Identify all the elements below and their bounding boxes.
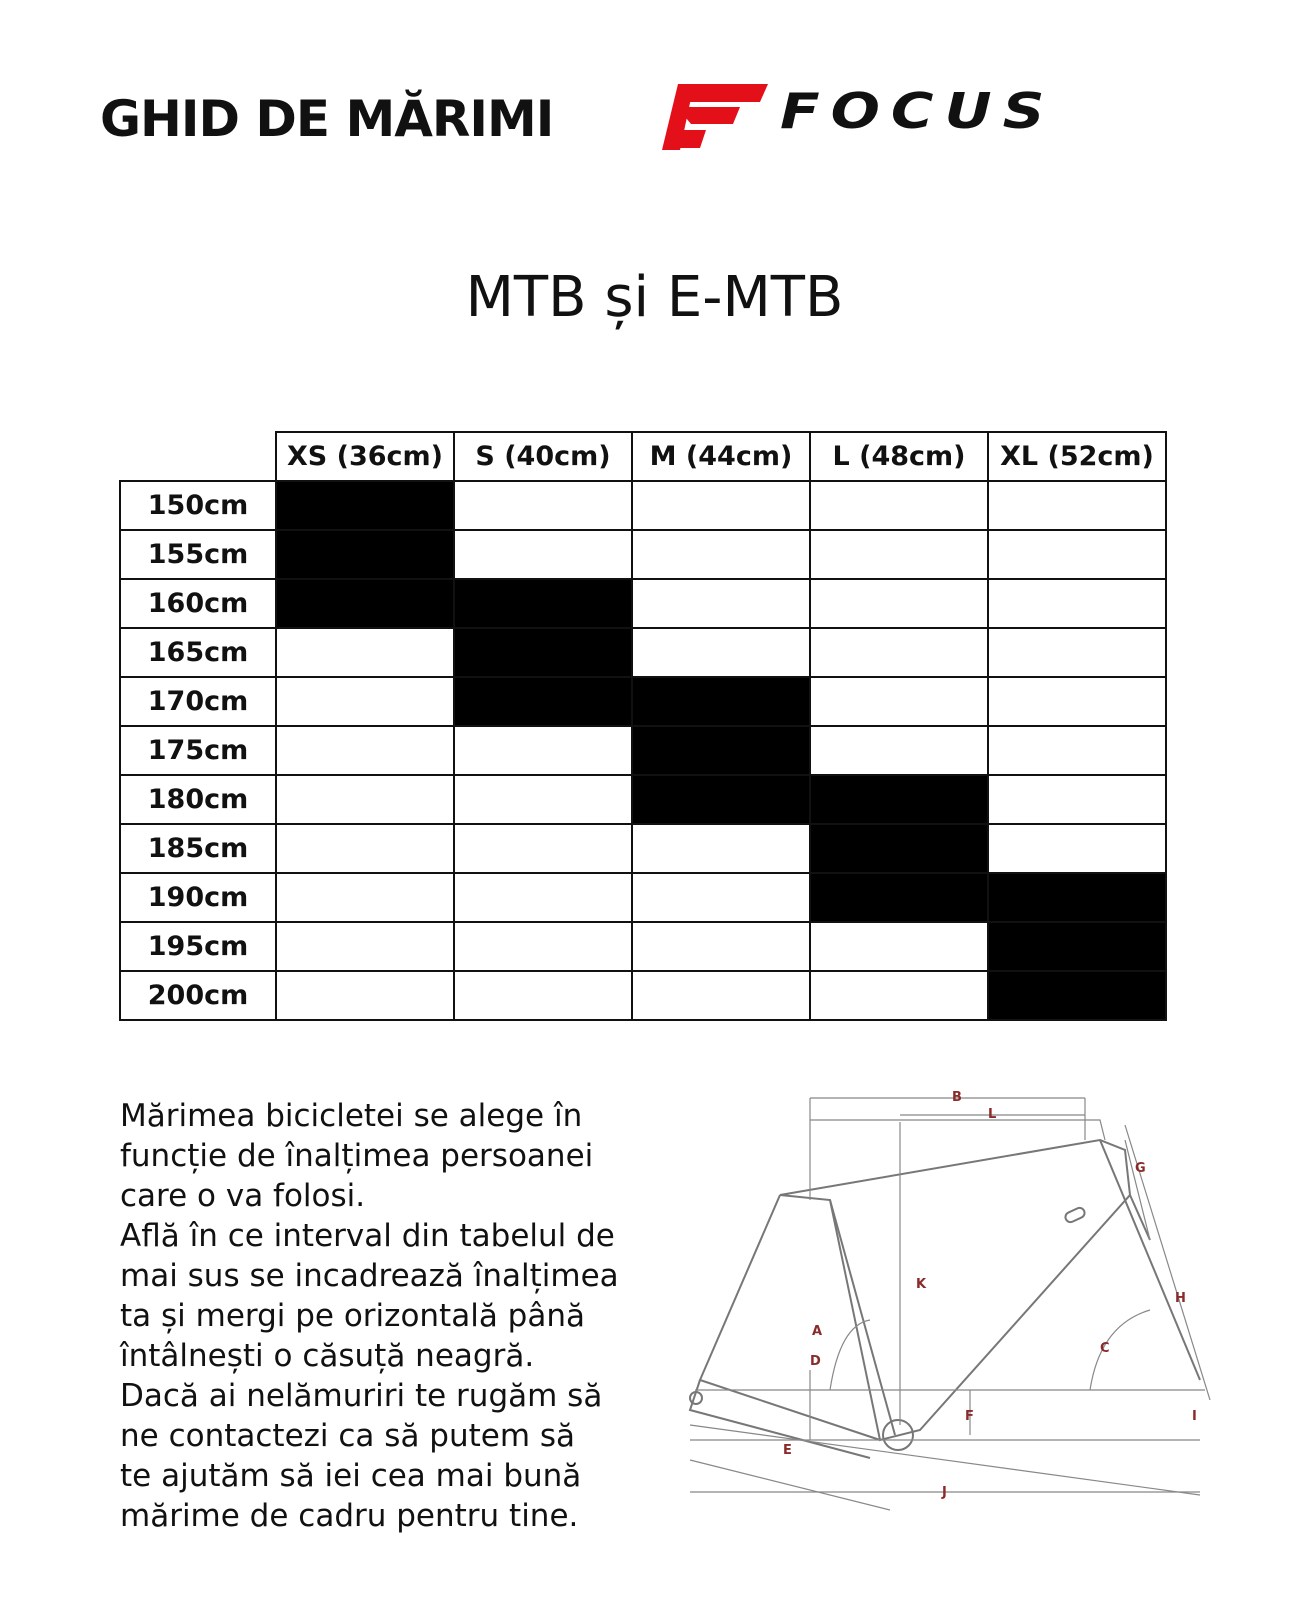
- size-cell-empty: [632, 873, 810, 922]
- bike-frame-icon: [680, 1080, 1270, 1540]
- size-cell-empty: [810, 922, 988, 971]
- size-cell-empty: [276, 677, 454, 726]
- label-h: H: [1175, 1291, 1186, 1306]
- rider-height-label: 150cm: [120, 481, 276, 530]
- brand-logo: [660, 82, 1220, 162]
- explanation-line: ne contactezi ca să putem să: [120, 1418, 576, 1454]
- label-e: E: [783, 1443, 792, 1458]
- size-cell-recommended: [810, 873, 988, 922]
- label-j: J: [942, 1485, 947, 1500]
- size-cell-empty: [276, 873, 454, 922]
- size-cell-recommended: [632, 726, 810, 775]
- size-cell-empty: [454, 481, 632, 530]
- size-cell-empty: [632, 530, 810, 579]
- size-cell-empty: [276, 922, 454, 971]
- size-cell-empty: [454, 530, 632, 579]
- size-cell-empty: [454, 922, 632, 971]
- explanation-line: mărime de cadru pentru tine.: [120, 1498, 579, 1534]
- size-cell-empty: [632, 628, 810, 677]
- size-table-row: [120, 824, 1166, 873]
- explanation-line: întâlnești o căsuță neagră.: [120, 1338, 535, 1374]
- frame-geometry-diagram: [680, 1080, 1270, 1540]
- size-cell-recommended: [276, 530, 454, 579]
- size-cell-empty: [988, 579, 1166, 628]
- size-table-header-row: [120, 432, 1166, 481]
- size-cell-recommended: [276, 481, 454, 530]
- size-cell-empty: [810, 677, 988, 726]
- explanation-line: te ajutăm să iei cea mai bună: [120, 1458, 582, 1494]
- size-cell-empty: [454, 775, 632, 824]
- column-header-m: M (44cm): [632, 432, 810, 481]
- explanation-line: Află în ce interval din tabelul de: [120, 1218, 615, 1254]
- size-table-row: [120, 971, 1166, 1020]
- size-cell-empty: [632, 481, 810, 530]
- guide-title: GHID DE MĂRIMI: [100, 90, 554, 148]
- label-b: B: [952, 1090, 962, 1105]
- size-table-row: [120, 481, 1166, 530]
- size-cell-empty: [276, 726, 454, 775]
- size-table-row: [120, 922, 1166, 971]
- label-k: K: [916, 1277, 927, 1292]
- rider-height-label: 185cm: [120, 824, 276, 873]
- size-table-row: [120, 530, 1166, 579]
- rider-height-label: 160cm: [120, 579, 276, 628]
- rider-height-label: 190cm: [120, 873, 276, 922]
- explanation-line: Mărimea bicicletei se alege în: [120, 1098, 583, 1134]
- label-c: C: [1100, 1341, 1110, 1356]
- size-cell-recommended: [810, 824, 988, 873]
- size-cell-recommended: [810, 775, 988, 824]
- size-cell-empty: [276, 824, 454, 873]
- size-cell-empty: [810, 628, 988, 677]
- rider-height-label: 175cm: [120, 726, 276, 775]
- explanation-line: mai sus se incadrează înalțimea: [120, 1258, 619, 1294]
- size-cell-recommended: [454, 677, 632, 726]
- column-header-xs: XS (36cm): [276, 432, 454, 481]
- size-cell-empty: [810, 481, 988, 530]
- size-cell-empty: [810, 726, 988, 775]
- size-cell-empty: [276, 971, 454, 1020]
- column-header-l: L (48cm): [810, 432, 988, 481]
- size-cell-empty: [276, 775, 454, 824]
- size-table-row: [120, 775, 1166, 824]
- size-cell-empty: [988, 775, 1166, 824]
- explanation-line: funcție de înalțimea persoanei: [120, 1138, 594, 1174]
- size-cell-empty: [454, 726, 632, 775]
- size-table-row: [120, 726, 1166, 775]
- column-header-xl: XL (52cm): [988, 432, 1166, 481]
- brand-name: FOCUS: [780, 82, 1056, 140]
- label-i: I: [1192, 1409, 1197, 1424]
- size-cell-recommended: [454, 628, 632, 677]
- size-cell-recommended: [632, 775, 810, 824]
- size-cell-empty: [810, 530, 988, 579]
- size-cell-empty: [632, 971, 810, 1020]
- size-table: [119, 431, 1167, 1021]
- size-cell-empty: [454, 824, 632, 873]
- size-cell-empty: [454, 971, 632, 1020]
- size-table-row: [120, 873, 1166, 922]
- label-g: G: [1135, 1161, 1146, 1176]
- label-f: F: [965, 1409, 974, 1424]
- size-cell-empty: [988, 726, 1166, 775]
- size-cell-empty: [988, 677, 1166, 726]
- size-cell-empty: [988, 824, 1166, 873]
- size-cell-recommended: [988, 971, 1166, 1020]
- explanation-line: care o va folosi.: [120, 1178, 366, 1214]
- size-cell-empty: [454, 873, 632, 922]
- rider-height-label: 180cm: [120, 775, 276, 824]
- rider-height-label: 165cm: [120, 628, 276, 677]
- size-cell-empty: [988, 628, 1166, 677]
- size-table-corner: [120, 432, 276, 481]
- size-cell-empty: [632, 922, 810, 971]
- rider-height-label: 195cm: [120, 922, 276, 971]
- label-a: A: [812, 1324, 823, 1339]
- size-cell-recommended: [454, 579, 632, 628]
- size-cell-empty: [276, 628, 454, 677]
- explanation-line: ta și mergi pe orizontală până: [120, 1298, 585, 1334]
- column-header-s: S (40cm): [454, 432, 632, 481]
- focus-f-logo-icon: [660, 82, 770, 152]
- explanation-line: Dacă ai nelămuriri te rugăm să: [120, 1378, 603, 1414]
- size-explanation: [120, 1096, 700, 1536]
- rider-height-label: 170cm: [120, 677, 276, 726]
- label-d: D: [810, 1354, 821, 1369]
- size-cell-empty: [810, 971, 988, 1020]
- size-cell-empty: [810, 579, 988, 628]
- label-l: L: [988, 1107, 997, 1122]
- size-cell-empty: [988, 530, 1166, 579]
- size-cell-empty: [632, 824, 810, 873]
- size-cell-recommended: [988, 922, 1166, 971]
- size-cell-empty: [988, 481, 1166, 530]
- size-table-row: [120, 677, 1166, 726]
- size-cell-recommended: [988, 873, 1166, 922]
- size-cell-recommended: [276, 579, 454, 628]
- rider-height-label: 155cm: [120, 530, 276, 579]
- size-table-row: [120, 628, 1166, 677]
- rider-height-label: 200cm: [120, 971, 276, 1020]
- size-cell-recommended: [632, 677, 810, 726]
- size-table-row: [120, 579, 1166, 628]
- page-title: MTB și E-MTB: [465, 265, 844, 330]
- size-cell-empty: [632, 579, 810, 628]
